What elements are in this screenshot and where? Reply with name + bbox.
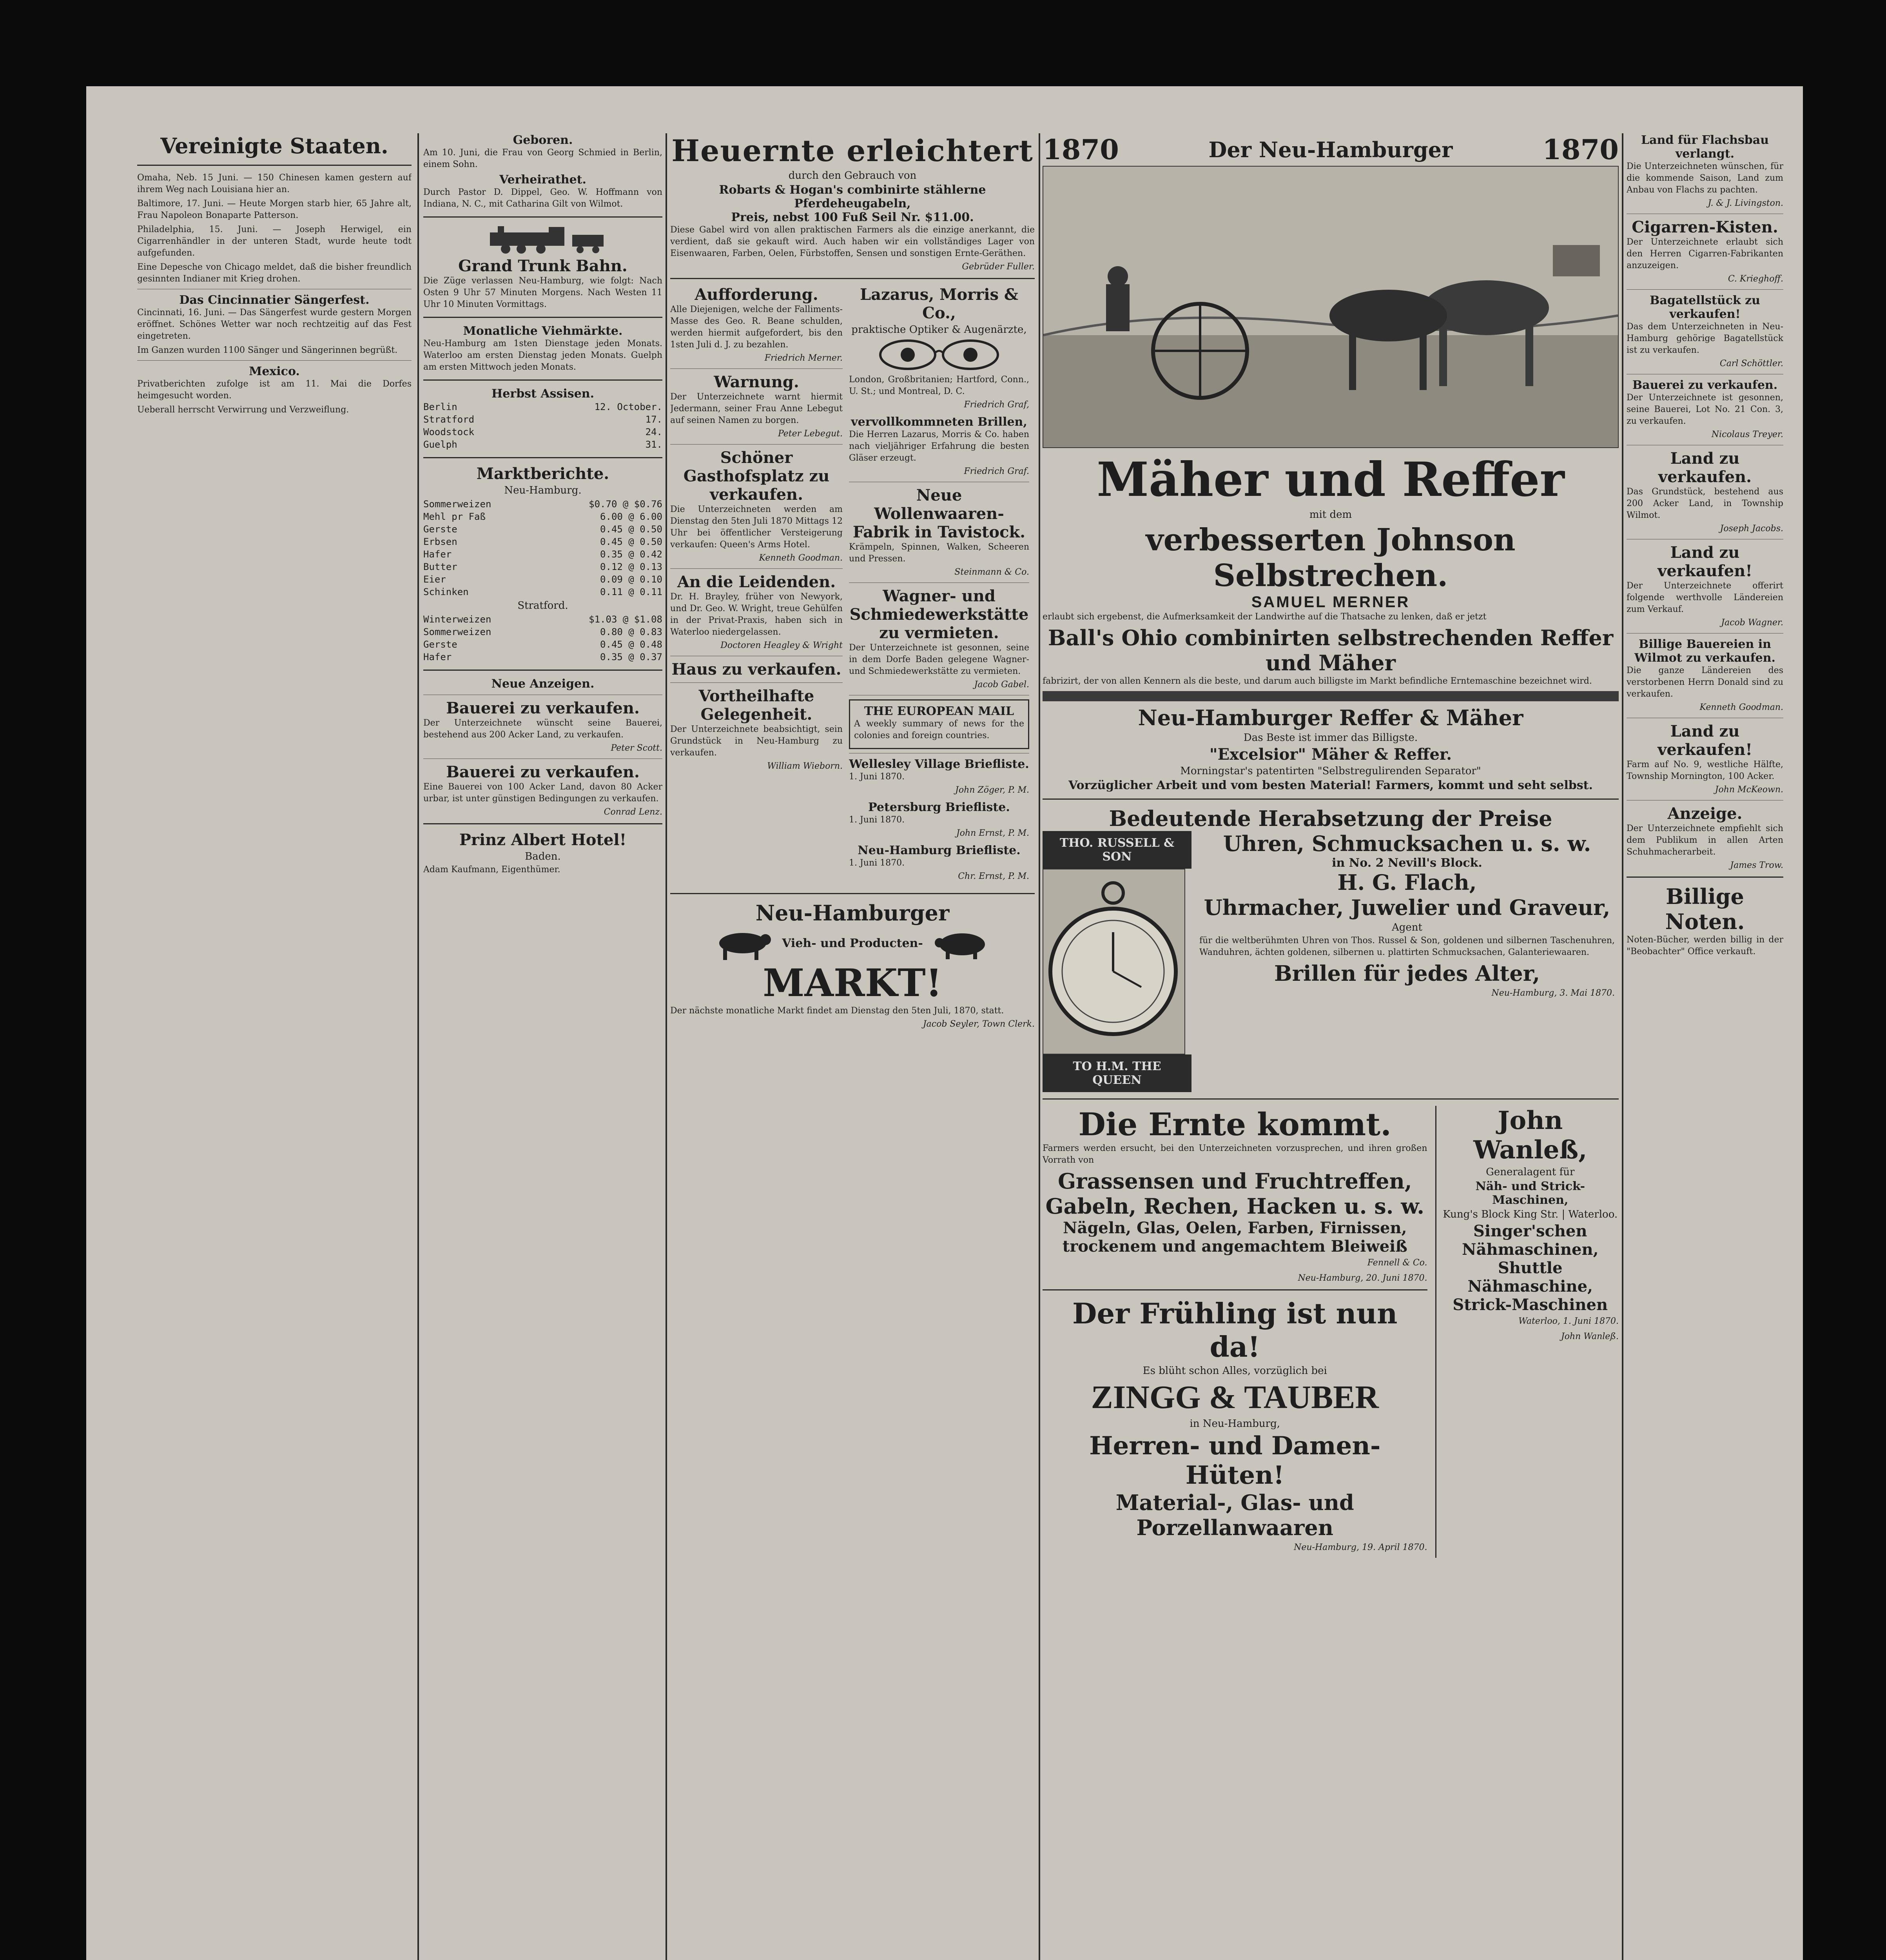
column-5 (1627, 133, 1783, 1960)
ad-heading: Cigarren-Kisten. (1632, 218, 1778, 236)
ad-heading: Lazarus, Morris & Co., (860, 285, 1019, 322)
spring-text: Es blüht schon Alles, vorzüglich bei (1142, 1365, 1327, 1377)
divider (1627, 289, 1783, 290)
market-text: Der nächste monatliche Markt findet am Dienstag den 5ten Juli, 1870, statt. (670, 1006, 1004, 1016)
cattle-text: Neu-Hamburg am 1sten Dienstage jeden Monats. Waterloo am ersten Dienstag jeden Monats. Guelph am ersten Mittwoch jeden Monats. (423, 339, 662, 372)
main-headline-sub: mit dem (1309, 509, 1352, 521)
price-row: Eier 0.09 @ 0.10 (423, 574, 662, 585)
sale-headline: Bedeutende Herabsetzung der Preise (1109, 806, 1552, 831)
year-right: 1870 (1542, 133, 1619, 166)
ad-text: Der Unterzeichnete ist gesonnen, seine in dem Dorfe Baden gelegene Wagner- und Schmiedewerkstätte zu vermieten. (849, 643, 1029, 676)
ad-text: Der Unterzeichnete ist gesonnen, seine Bauerei, Lot No. 21 Con. 3, zu verkaufen. (1627, 393, 1783, 426)
harvest-ad (1043, 1106, 1427, 1558)
ad-text: 1. Juni 1870. (849, 772, 905, 782)
sale-agent: Agent (1392, 922, 1422, 933)
railway-heading: Grand Trunk Bahn. (458, 257, 627, 275)
ad-text: London, Großbritanien; Hartford, Conn., U. St.; und Montreal, D. C. (849, 375, 1029, 396)
spring-items-2: Material-, Glas- und Porzellanwaaren (1115, 1490, 1354, 1540)
product2-tagline: Das Beste ist immer das Billigste. (1243, 732, 1418, 744)
divider (423, 457, 662, 458)
harvest-heading: Die Ernte kommt. (1078, 1106, 1391, 1143)
divider (423, 379, 662, 381)
harvest-items: Grassensen und Fruchtreffen, Gabeln, Rechen, Hacken u. s. w. (1045, 1169, 1425, 1219)
column-rule (1622, 133, 1623, 1960)
wanless-heading: John Wanleß, (1473, 1106, 1587, 1165)
spring-date: Neu-Hamburg, 19. April 1870. (1294, 1543, 1427, 1552)
assize-row: Stratford 17. (423, 414, 662, 425)
divider (670, 682, 843, 683)
ad-signature: Friedrich Graf. (964, 466, 1029, 476)
ad-text: Das dem Unterzeichneten in Neu-Hamburg gehörige Bagatellstück ist zu verkaufen. (1627, 322, 1783, 355)
price-row: Sommerweizen 0.80 @ 0.83 (423, 626, 662, 637)
ad-signature: John Ernst, P. M. (956, 828, 1029, 838)
ad-heading: Warnung. (714, 373, 799, 391)
spectacles-icon (849, 337, 1029, 372)
ad-heading: Land zu verkaufen! (1658, 543, 1752, 580)
watch-ad-left (1043, 831, 1191, 1092)
ad-text: Der Unterzeichnete warnt hiermit Jedermann, seiner Frau Anne Lebegut auf seinen Namen zu borgen. (670, 392, 843, 425)
news-item: Philadelphia, 15. Juni. — Joseph Herwigel, ein Cigarrenhändler in der unteren Stadt, wurde heute todt aufgefunden. (137, 225, 412, 258)
news-item: Im Ganzen wurden 1100 Sänger und Sängerinnen begrüßt. (137, 345, 398, 355)
ad-heading: Wagner- und Schmiedewerkstätte zu vermieten. (849, 587, 1029, 642)
section-heading: Mexico. (249, 365, 300, 378)
reaper-horses-illustration (1043, 167, 1618, 447)
ad-signature: Gebrüder Fuller. (962, 262, 1035, 272)
market-banner: Neu-Hamburger (755, 900, 950, 926)
births-heading: Geboren. (513, 133, 573, 147)
ad-text: Der Unterzeichnete offerirt folgende werthvolle Ländereien zum Verkauf. (1627, 581, 1783, 614)
market-signature: Jacob Seyler, Town Clerk. (923, 1019, 1035, 1029)
wanless-sub: Generalagent für (1486, 1166, 1575, 1178)
column-2 (423, 133, 662, 1960)
ad-heading: Land für Flachsbau verlangt. (1641, 133, 1769, 161)
ad-text: Die Unterzeichneten wünschen, für die kommende Saison, Land zum Anbau von Flachs zu pachten. (1627, 162, 1783, 195)
ad-signature: J. & J. Livingston. (1708, 198, 1783, 208)
spring-heading: Der Frühling ist nun da! (1072, 1297, 1398, 1363)
market-heading: Marktberichte. (476, 465, 609, 483)
market-big: MARKT! (763, 961, 942, 1005)
ad-text: 1. Juni 1870. (849, 815, 905, 825)
wanless-signature: John Wanleß. (1561, 1332, 1619, 1341)
wanless-date: Waterloo, 1. Juni 1870. (1518, 1316, 1619, 1326)
married-text: Durch Pastor D. Dippel, Geo. W. Hoffmann von Indiana, N. C., mit Catharina Gilt von Wilmot. (423, 187, 662, 209)
ad-heading: Neu-Hamburg Briefliste. (858, 844, 1021, 857)
column-rule (417, 133, 419, 1960)
masthead: Der Neu-Hamburger (1208, 137, 1453, 162)
main-headline-2: verbesserten Johnson Selbstrechen. (1146, 522, 1516, 593)
last-text: Noten-Bücher, werden billig in der "Beobachter" Office verkauft. (1627, 935, 1783, 956)
hotel-sub: Baden. (525, 851, 561, 862)
new-ads-heading: Neue Anzeigen. (491, 677, 595, 691)
ad-signature: Nicolaus Treyer. (1711, 430, 1783, 439)
ad-text: Das Grundstück, bestehend aus 200 Acker Land, in Township Wilmot. (1627, 487, 1783, 520)
ad-signature: Jacob Wagner. (1721, 618, 1783, 628)
ad-heading: THE EUROPEAN MAIL (864, 704, 1014, 718)
divider (1043, 799, 1619, 800)
product3-text: Morningstar's patentirten "Selbstregulirenden Separator" (1180, 765, 1481, 777)
ad-signature: Friedrich Merner. (764, 353, 843, 363)
harvest-items-2: Nägeln, Glas, Oelen, Farben, Firnissen, trockenem und angemachtem Bleiweiß (1062, 1219, 1407, 1256)
closing-line: Vorzüglicher Arbeit und vom besten Material! Farmers, kommt und seht selbst. (1068, 779, 1593, 792)
news-item: Baltimore, 17. Juni. — Heute Morgen starb hier, 65 Jahre alt, Frau Napoleon Bonaparte Patterson. (137, 199, 412, 220)
price-row: Gerste 0.45 @ 0.50 (423, 524, 662, 535)
text-block (1043, 691, 1619, 701)
assize-row: Guelph 31. (423, 439, 662, 450)
ad-signature: Conrad Lenz. (604, 807, 662, 817)
divider (670, 444, 843, 445)
ad-signature: Doctoren Heagley & Wright (720, 641, 843, 650)
headline-product: Robarts & Hogan's combinirte stählerne Pferdeheugabeln, (719, 183, 986, 211)
divider (1043, 1098, 1619, 1100)
divider (423, 670, 662, 671)
ad-signature: Peter Lebegut. (778, 429, 843, 439)
pocket-watch-icon (1043, 869, 1183, 1052)
ad-signature: John Zöger, P. M. (955, 785, 1029, 795)
assize-row: Woodstock 24. (423, 426, 662, 437)
firm-text: erlaubt sich ergebenst, die Aufmerksamkeit der Landwirthe auf die Thatsache zu lenken, daß er jetzt (1043, 612, 1487, 622)
firm-name: SAMUEL MERNER (1251, 593, 1410, 611)
divider (1043, 1289, 1427, 1290)
ad-heading: Bauerei zu verkaufen. (446, 763, 640, 781)
spring-firm: ZINGG & TAUBER (1091, 1379, 1379, 1416)
year-left: 1870 (1043, 133, 1119, 166)
ad-signature: Chr. Ernst, P. M. (958, 871, 1029, 881)
ad-text: 1. Juni 1870. (849, 858, 905, 868)
price-row: Erbsen 0.45 @ 0.50 (423, 536, 662, 547)
newspaper-page (86, 86, 1803, 1960)
ad-signature: John McKeown. (1715, 785, 1783, 795)
wanless-sub-2: Näh- und Strick-Maschinen, (1475, 1180, 1585, 1207)
news-item: Cincinnati, 16. Juni. — Das Sängerfest wurde gestern Morgen eröffnet. Schönes Wetter war noch rechtzeitig auf das Fest eingetreten. (137, 308, 412, 341)
ad-heading: Petersburg Briefliste. (868, 800, 1010, 814)
wanless-address: Kung's Block King Str. | Waterloo. (1443, 1209, 1618, 1220)
sale-glasses: Brillen für jedes Alter, (1274, 961, 1540, 986)
harvest-text: Farmers werden ersucht, bei den Unterzeichneten vorzusprechen, und ihren großen Vorrath von (1043, 1143, 1427, 1165)
price-row: Sommerweizen $0.70 @ $0.76 (423, 499, 662, 510)
ad-signature: Steinmann & Co. (954, 567, 1029, 577)
divider (423, 823, 662, 824)
ad-heading: Neue Wollenwaaren-Fabrik in Tavistock. (852, 486, 1026, 541)
royal-badge: TO H.M. THE QUEEN (1043, 1054, 1191, 1092)
ad-heading: Bagatellstück zu verkaufen! (1650, 294, 1760, 321)
ad-text: Der Unterzeichnete beabsichtigt, sein Grundstück in Neu-Hamburg zu verkaufen. (670, 724, 843, 758)
ad-signature: James Trow. (1730, 860, 1783, 870)
ad-heading: Schöner Gasthofsplatz zu verkaufen. (683, 448, 830, 504)
harvest-date: Neu-Hamburg, 20. Juni 1870. (1298, 1273, 1427, 1283)
maker-badge: THO. RUSSELL & SON (1043, 831, 1191, 869)
news-item: Omaha, Neb. 15 Juni. — 150 Chinesen kamen gestern auf ihrem Weg nach Louisiana hier an. (137, 173, 412, 194)
locomotive-icon (423, 224, 658, 255)
column-4 (1043, 133, 1619, 1960)
product3-title: "Excelsior" Mäher & Reffer. (1209, 745, 1452, 764)
ad-heading: Haus zu verkaufen. (671, 660, 841, 679)
ad-heading: Vortheilhafte Gelegenheit. (698, 687, 814, 724)
wanless-ad (1435, 1106, 1619, 1558)
ad-signature: Friedrich Graf, (964, 400, 1029, 410)
divider (423, 317, 662, 318)
assize-row: Berlin 12. October. (423, 401, 662, 412)
ad-heading: Anzeige. (1667, 804, 1743, 823)
ad-text: Diese Gabel wird von allen praktischen Farmers als die einzige anerkannt, die verdient, daß sie gekauft wird. Auch haben wir ein vollständiges Lager von Eisenwaaren, Farben, Oelen, Fürbstoffen, Sensen und sonstigen Ernte-Geräthen. (670, 225, 1035, 258)
divider (670, 278, 1035, 279)
ad-text: Der Unterzeichnete wünscht seine Bauerei, bestehend aus 200 Acker Land, zu verkaufen. (423, 718, 662, 740)
spring-location: in Neu-Hamburg, (1190, 1418, 1280, 1430)
right-subcolumn (849, 285, 1029, 887)
ad-text: Die Unterzeichneten werden am Dienstag den 5ten Juli 1870 Mittags 12 Uhr bei öffentlicher Versteigerung verkaufen: Queen's Arms Hotel. (670, 505, 843, 550)
ad-heading: Land zu verkaufen. (1658, 449, 1752, 486)
ad-heading: Billige Bauereien in Wilmot zu verkaufen. (1634, 637, 1775, 665)
sale-date: Neu-Hamburg, 3. Mai 1870. (1491, 988, 1615, 998)
wanless-item: Singer'schen Nähmaschinen, (1462, 1222, 1599, 1259)
ad-sub: praktische Optiker & Augenärzte, (851, 324, 1027, 336)
railway-text: Die Züge verlassen Neu-Hamburg, wie folgt: Nach Osten 9 Uhr 57 Minuten Morgens. Nach Westen 11 Uhr 10 Minuten Vormittags. (423, 276, 662, 309)
ad-heading: Bauerei zu verkaufen. (446, 699, 640, 717)
sale-name: H. G. Flach, (1337, 870, 1477, 895)
divider (137, 360, 412, 361)
hotel-text: Adam Kaufmann, Eigenthümer. (423, 865, 560, 875)
price-row: Hafer 0.35 @ 0.37 (423, 652, 662, 662)
pig-icon (931, 926, 994, 961)
section-heading: Vereinigte Staaten. (160, 133, 388, 158)
market-subheading: Stratford. (517, 600, 568, 612)
column-rule (666, 133, 667, 1960)
section-heading: Das Cincinnatier Sängerfest. (179, 293, 370, 307)
ad-signature: Peter Scott. (611, 743, 662, 753)
ad-text: Farm auf No. 9, westliche Hälfte, Township Mornington, 100 Acker. (1627, 760, 1783, 781)
ad-signature: C. Krieghoff. (1728, 274, 1783, 284)
divider (1627, 877, 1783, 878)
news-item: Eine Depesche von Chicago meldet, daß die bisher freundlich gesinnten Indianer mit Krieg drohen. (137, 262, 412, 284)
hotel-heading: Prinz Albert Hotel! (459, 831, 627, 849)
ad-heading: An die Leidenden. (677, 573, 836, 591)
ad-heading: vervollkommneten Brillen, (851, 415, 1027, 429)
births-text: Am 10. Juni, die Frau von Georg Schmied in Berlin, einem Sohn. (423, 148, 662, 169)
ad-text: Eine Bauerei von 100 Acker Land, davon 80 Acker urbar, ist unter günstigen Bedingungen zu verkaufen. (423, 782, 662, 804)
product-text: fabrizirt, der von allen Kennern als die beste, und darum auch billigste im Markt befindliche Erntemaschine bezeichnet wird. (1043, 676, 1592, 686)
ad-signature: Jacob Gabel. (974, 680, 1029, 690)
column-1 (137, 133, 412, 1960)
ad-text: A weekly summary of news for the colonies and foreign countries. (854, 719, 1024, 740)
sale-address: in No. 2 Nevill's Block. (1332, 856, 1482, 870)
ad-text: Der Unterzeichnete erlaubt sich den Herren Cigarren-Fabrikanten anzuzeigen. (1627, 237, 1783, 270)
product2-title: Neu-Hamburger Reffer & Mäher (1138, 705, 1523, 730)
wanless-item: Shuttle Nähmaschine, (1467, 1259, 1593, 1296)
price-row: Mehl pr Faß 6.00 @ 6.00 (423, 511, 662, 522)
divider (670, 368, 843, 369)
column-3 (670, 133, 1035, 1960)
price-row: Butter 0.12 @ 0.13 (423, 561, 662, 572)
sale-trade: Uhrmacher, Juwelier und Graveur, (1204, 895, 1610, 920)
divider (670, 568, 843, 569)
ad-heading: Wellesley Village Briefliste. (849, 757, 1029, 771)
ad-signature: Kenneth Goodman. (759, 553, 843, 563)
headline: Heuernte erleichtert (671, 133, 1034, 168)
headline-sub: durch den Gebrauch von (788, 170, 917, 181)
price-line: Preis, nebst 100 Fuß Seil Nr. $11.00. (731, 211, 974, 224)
ad-heading: Bauerei zu verkaufen. (1632, 378, 1778, 392)
ad-text: Der Unterzeichnete empfiehlt sich dem Publikum in allen Arten Schuhmacherarbeit. (1627, 824, 1783, 857)
last-heading: Billige Noten. (1665, 884, 1745, 934)
harvest-illustration (1043, 166, 1619, 448)
ad-text: Die ganze Ländereien des verstorbenen Herrn Donald sind zu verkaufen. (1627, 666, 1783, 699)
divider (423, 216, 662, 218)
price-row: Schinken 0.11 @ 0.11 (423, 586, 662, 597)
harvest-signature: Fennell & Co. (1367, 1258, 1427, 1268)
news-item: Privatberichten zufolge ist am 11. Mai die Dorfes heimgesucht worden. (137, 379, 412, 401)
price-row: Winterweizen $1.03 @ $1.08 (423, 614, 662, 625)
ad-text: Die Herren Lazarus, Morris & Co. haben nach vieljähriger Erfahrung die besten Gläser erzeugt. (849, 430, 1029, 463)
left-subcolumn (670, 285, 843, 887)
cattle-heading: Monatliche Viehmärkte. (463, 324, 623, 338)
married-heading: Verheirathet. (499, 173, 586, 187)
wanless-item: Strick-Maschinen (1453, 1296, 1608, 1314)
watch-ad-right (1199, 831, 1615, 1092)
divider (137, 165, 412, 166)
price-row: Hafer 0.35 @ 0.42 (423, 549, 662, 560)
watch-illustration (1043, 869, 1185, 1054)
ad-heading: Aufforderung. (695, 285, 818, 304)
ad-signature: William Wieborn. (767, 761, 843, 771)
sale-title: Uhren, Schmucksachen u. s. w. (1223, 831, 1591, 856)
ad-signature: Carl Schöttler. (1719, 359, 1783, 368)
price-row: Gerste 0.45 @ 0.48 (423, 639, 662, 650)
assizes-heading: Herbst Assisen. (491, 387, 595, 401)
ad-signature: Joseph Jacobs. (1720, 524, 1783, 534)
sale-text: für die weltberühmten Uhren von Thos. Russel & Son, goldenen und silbernen Taschenuhren, Wanduhren, ächten goldenen, silbernen u. plattirten Schmucksachen, Galanteriewaaren. (1199, 936, 1615, 957)
column-rule (1039, 133, 1040, 1960)
main-headline: Mäher und Reffer (1097, 452, 1565, 507)
product-title: Ball's Ohio combinirten selbstrechenden Reffer und Mäher (1048, 625, 1614, 675)
spring-items: Herren- und Damen-Hüten! (1089, 1431, 1381, 1490)
ad-text: Dr. H. Brayley, früher von Newyork, und Dr. Geo. W. Wright, treue Gehülfen in der Privat-Praxis, haben sich in Waterloo niedergelassen. (670, 592, 843, 637)
ad-heading: Land zu verkaufen! (1658, 722, 1752, 759)
market-banner-sub: Vieh- und Producten- (782, 936, 923, 950)
market-subheading: Neu-Hamburg. (504, 485, 582, 496)
ad-text: Krämpeln, Spinnen, Walken, Scheeren und Pressen. (849, 542, 1029, 564)
news-item: Ueberall herrscht Verwirrung und Verzweiflung. (137, 405, 349, 415)
ad-signature: Kenneth Goodman. (1699, 702, 1783, 712)
divider (670, 893, 1035, 894)
ox-icon (711, 926, 774, 961)
ad-text: Alle Diejenigen, welche der Falliments-Masse des Geo. R. Beane schulden, werden hiermit aufgefordert, bis den 1sten Juli d. J. zu bezahlen. (670, 305, 843, 350)
